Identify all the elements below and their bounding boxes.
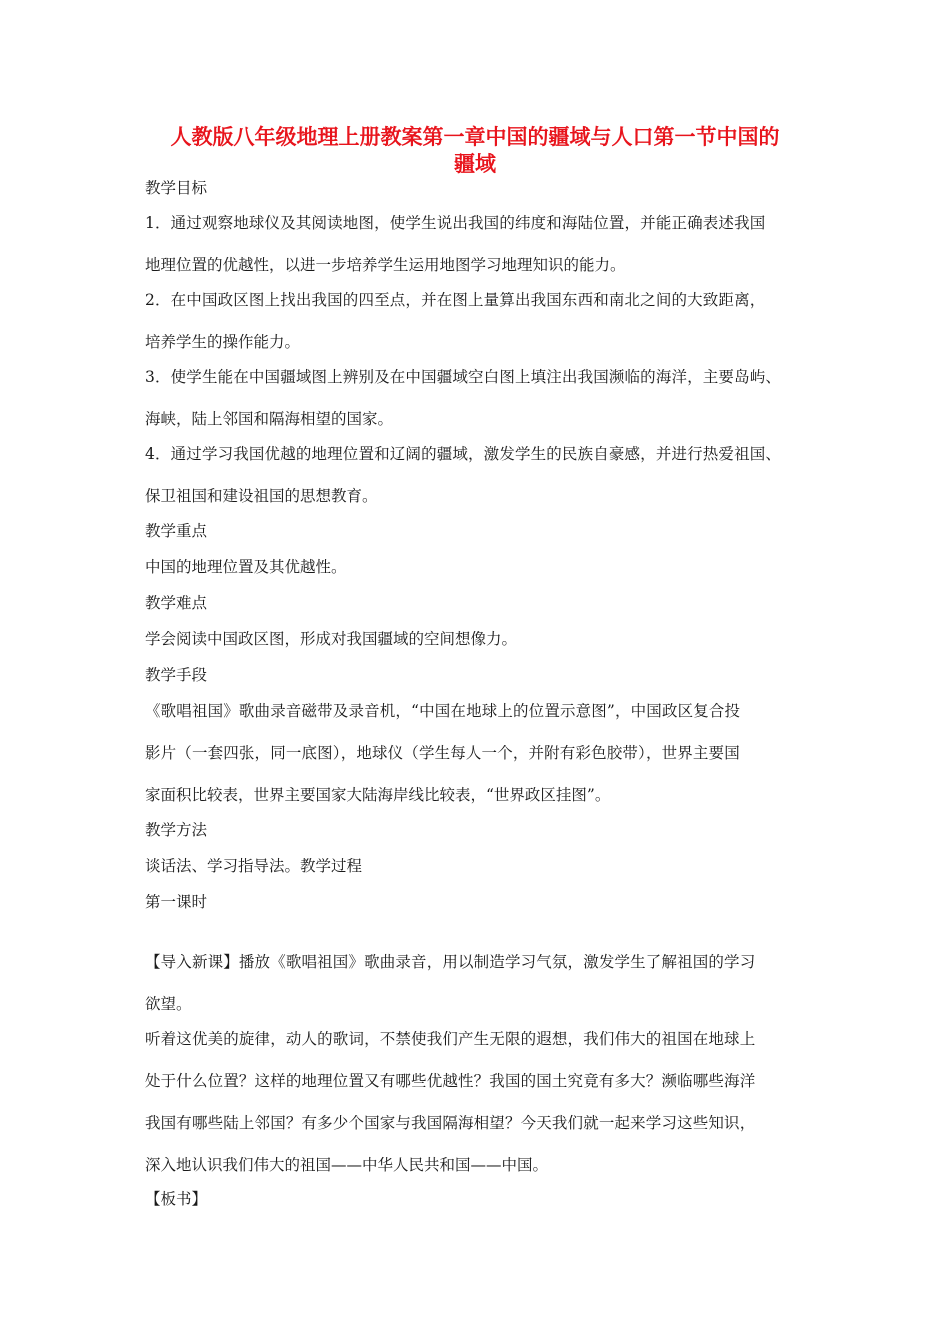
paragraph-line: 处于什么位置？这样的地理位置又有哪些优越性？我国的国土究竟有多大？濒临哪些海洋 (145, 1072, 756, 1090)
paragraph-line: 1．通过观察地球仪及其阅读地图，使学生说出我国的纬度和海陆位置，并能正确表述我国 (145, 214, 766, 232)
paragraph-line: 听着这优美的旋律，动人的歌词，不禁使我们产生无限的遐想，我们伟大的祖国在地球上 (145, 1030, 756, 1048)
paragraph-line: 欲望。 (145, 995, 192, 1013)
paragraph-line: 我国有哪些陆上邻国？有多少个国家与我国隔海相望？今天我们就一起来学习这些知识， (145, 1114, 756, 1132)
paragraph-line: 海峡，陆上邻国和隔海相望的国家。 (145, 410, 394, 428)
section-heading-board: 【板书】 (145, 1190, 208, 1208)
document-title (140, 124, 810, 178)
paragraph-line: 学会阅读中国政区图，形成对我国疆域的空间想像力。 (145, 630, 518, 648)
section-heading-objectives: 教学目标 (145, 179, 208, 197)
paragraph-line: 《歌唱祖国》歌曲录音磁带及录音机，“中国在地球上的位置示意图”，中国政区复合投 (145, 702, 741, 720)
paragraph-line: 中国的地理位置及其优越性。 (145, 558, 347, 576)
paragraph-line: 保卫祖国和建设祖国的思想教育。 (145, 487, 378, 505)
title-line-2: 疆域 (454, 152, 496, 176)
paragraph-line: 3．使学生能在中国疆域图上辨别及在中国疆域空白图上填注出我国濒临的海洋，主要岛屿、 (145, 368, 782, 386)
paragraph-line: 4．通过学习我国优越的地理位置和辽阔的疆域，激发学生的民族自豪感，并进行热爱祖国、 (145, 445, 782, 463)
paragraph-line: 影片（一套四张，同一底图），地球仪（学生每人一个，并附有彩色胶带），世界主要国 (145, 744, 740, 762)
title-line-1: 人教版八年级地理上册教案第一章中国的疆域与人口第一节中国的 (170, 125, 780, 149)
paragraph-line: 深入地认识我们伟大的祖国——中华人民共和国——中国。 (145, 1156, 549, 1174)
paragraph-line: 培养学生的操作能力。 (145, 333, 301, 351)
paragraph-line: 【导入新课】播放《歌唱祖国》歌曲录音，用以制造学习气氛，激发学生了解祖国的学习 (145, 953, 756, 971)
paragraph-line: 2．在中国政区图上找出我国的四至点，并在图上量算出我国东西和南北之间的大致距离， (145, 291, 766, 309)
section-heading-means: 教学手段 (145, 666, 208, 684)
paragraph-line: 地理位置的优越性，以进一步培养学生运用地图学习地理知识的能力。 (145, 256, 626, 274)
section-heading-first-lesson: 第一课时 (145, 893, 208, 911)
section-heading-methods: 教学方法 (145, 821, 208, 839)
paragraph-line: 谈话法、学习指导法。教学过程 (145, 857, 363, 875)
paragraph-line: 家面积比较表，世界主要国家大陆海岸线比较表，“世界政区挂图”。 (145, 786, 611, 804)
section-heading-key-points: 教学重点 (145, 522, 208, 540)
section-heading-difficulties: 教学难点 (145, 594, 208, 612)
